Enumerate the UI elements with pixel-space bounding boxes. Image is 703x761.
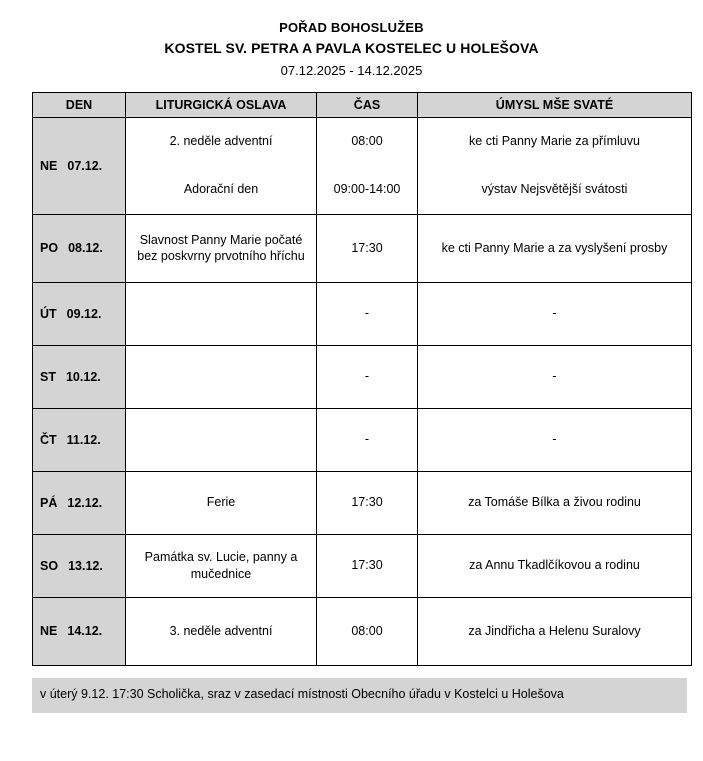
- table-row: [33, 117, 692, 214]
- day-name: SO: [40, 558, 59, 573]
- table-row: [33, 345, 692, 408]
- day-name: ÚT: [40, 306, 57, 321]
- cell-intention: za Annu Tkadlčíkovou a rodinu: [418, 534, 692, 597]
- day-date: 13.12.: [68, 558, 103, 573]
- column-header-day: DEN: [33, 92, 126, 117]
- day-name: NE: [40, 158, 58, 173]
- cell-time: -: [317, 408, 418, 471]
- table-row: [33, 534, 692, 597]
- table-head: [33, 92, 692, 117]
- time-primary: 08:00: [351, 134, 383, 149]
- cell-liturgy: Ferie: [126, 471, 317, 534]
- day-date: 14.12.: [67, 624, 103, 639]
- cell-intention: za Jindřicha a Helenu Suralovy: [418, 597, 692, 665]
- day-date: 11.12.: [66, 432, 101, 447]
- cell-day: [33, 471, 126, 534]
- table-row: [33, 214, 692, 282]
- day-name: PÁ: [40, 495, 58, 510]
- day-date: 12.12.: [67, 495, 103, 510]
- cell-day: [33, 117, 126, 214]
- cell-time: 08:00: [317, 597, 418, 665]
- column-header-liturgy: LITURGICKÁ OSLAVA: [126, 92, 317, 117]
- day-date: 08.12.: [68, 241, 103, 256]
- cell-intention: -: [418, 282, 692, 345]
- day-name: PO: [40, 241, 59, 256]
- cell-liturgy: Památka sv. Lucie, panny a mučednice: [126, 534, 317, 597]
- intention-secondary: výstav Nejsvětější svátosti: [481, 182, 628, 197]
- column-header-time: ČAS: [317, 92, 418, 117]
- table-row: [33, 408, 692, 471]
- cell-intention: -: [418, 408, 692, 471]
- column-header-intention: ÚMYSL MŠE SVATÉ: [418, 92, 692, 117]
- cell-liturgy: [126, 408, 317, 471]
- footer-note: v úterý 9.12. 17:30 Scholička, sraz v zasedací místnosti Obecního úřadu v Kostelci u Holešova: [32, 678, 687, 713]
- document-header: [24, 18, 679, 82]
- mass-schedule-table: [32, 92, 692, 666]
- day-date: 07.12.: [67, 158, 103, 173]
- cell-day: [33, 534, 126, 597]
- table-row: [33, 282, 692, 345]
- day-date: 10.12.: [65, 369, 101, 384]
- table-body: [33, 117, 692, 665]
- cell-liturgy: [126, 117, 317, 214]
- liturgy-primary: 2. neděle adventní: [169, 134, 273, 149]
- cell-intention: -: [418, 345, 692, 408]
- time-secondary: 09:00-14:00: [333, 182, 401, 197]
- intention-primary: ke cti Panny Marie za přímluvu: [469, 134, 640, 149]
- cell-day: [33, 597, 126, 665]
- table-row: [33, 471, 692, 534]
- cell-intention: [418, 117, 692, 214]
- cell-intention: za Tomáše Bílka a živou rodinu: [418, 471, 692, 534]
- cell-day: [33, 214, 126, 282]
- liturgy-secondary: Adorační den: [183, 182, 259, 197]
- cell-time: -: [317, 282, 418, 345]
- document-date-range: 07.12.2025 - 14.12.2025: [280, 62, 423, 78]
- cell-time: [317, 117, 418, 214]
- cell-time: 17:30: [317, 471, 418, 534]
- day-name: NE: [40, 624, 58, 639]
- day-name: ST: [40, 369, 56, 384]
- cell-time: 17:30: [317, 534, 418, 597]
- cell-day: [33, 282, 126, 345]
- cell-day: [33, 408, 126, 471]
- document-subtitle-church: KOSTEL SV. PETRA A PAVLA KOSTELEC U HOLEŠOVA: [164, 39, 539, 56]
- table-row: [33, 597, 692, 665]
- cell-liturgy: 3. neděle adventní: [126, 597, 317, 665]
- cell-liturgy: [126, 282, 317, 345]
- day-name: ČT: [40, 432, 57, 447]
- cell-intention: ke cti Panny Marie a za vyslyšení prosby: [418, 214, 692, 282]
- cell-day: [33, 345, 126, 408]
- day-date: 09.12.: [66, 306, 102, 321]
- table-header-row: [33, 92, 692, 117]
- document-title: POŘAD BOHOSLUŽEB: [279, 20, 424, 35]
- cell-liturgy: Slavnost Panny Marie počaté bez poskvrny prvotního hříchu: [126, 214, 317, 282]
- cell-time: -: [317, 345, 418, 408]
- cell-liturgy: [126, 345, 317, 408]
- cell-time: 17:30: [317, 214, 418, 282]
